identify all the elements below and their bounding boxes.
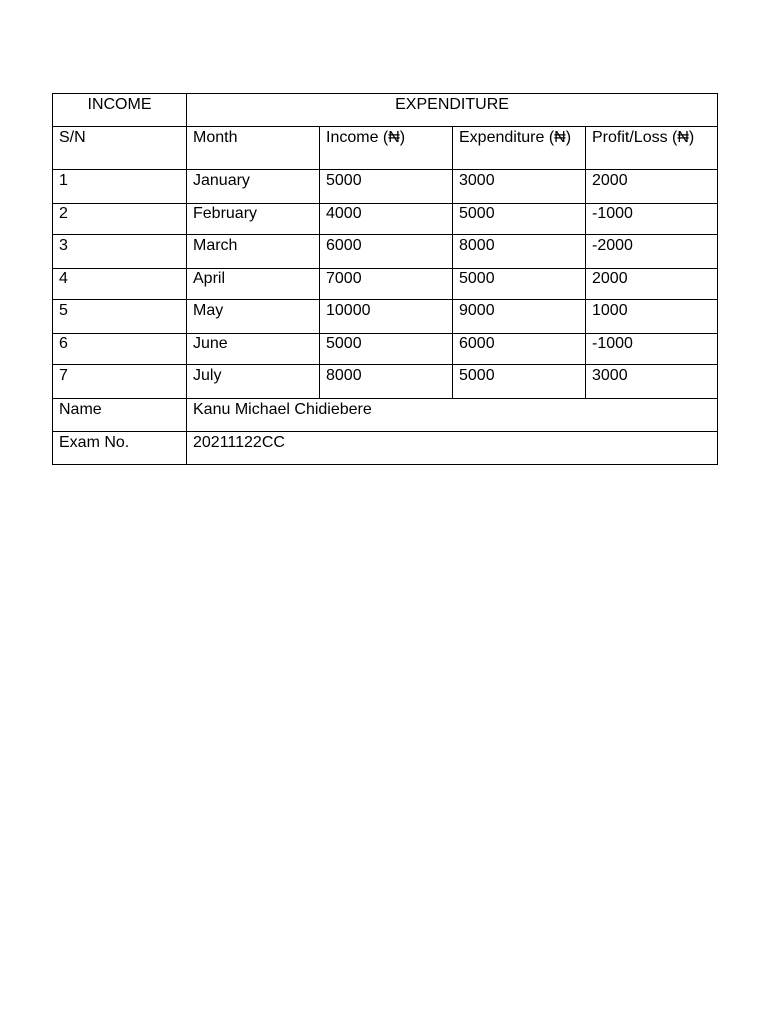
cell-sn: 4 <box>53 269 187 300</box>
table-row <box>53 235 718 269</box>
table-row <box>53 300 718 334</box>
cell-sn: 3 <box>53 235 187 269</box>
cell-sn: 1 <box>53 170 187 204</box>
name-value: Kanu Michael Chidiebere <box>187 399 718 432</box>
cell-profit-loss: 3000 <box>586 365 718 399</box>
column-header-expenditure: Expenditure (₦) <box>453 127 586 170</box>
cell-expenditure: 5000 <box>453 204 586 235</box>
name-row <box>53 399 718 432</box>
table-row <box>53 269 718 300</box>
table-row <box>53 334 718 365</box>
income-heading-cell: INCOME <box>53 94 187 127</box>
column-header-income: Income (₦) <box>320 127 453 170</box>
exam-number-value: 20211122CC <box>187 432 718 465</box>
cell-expenditure: 9000 <box>453 300 586 334</box>
cell-profit-loss: 2000 <box>586 170 718 204</box>
cell-income: 4000 <box>320 204 453 235</box>
exam-number-label: Exam No. <box>53 432 187 465</box>
cell-income: 7000 <box>320 269 453 300</box>
cell-month: June <box>187 334 320 365</box>
cell-month: January <box>187 170 320 204</box>
cell-sn: 5 <box>53 300 187 334</box>
cell-income: 6000 <box>320 235 453 269</box>
cell-month: July <box>187 365 320 399</box>
cell-expenditure: 8000 <box>453 235 586 269</box>
name-label: Name <box>53 399 187 432</box>
column-header-sn: S/N <box>53 127 187 170</box>
cell-income: 5000 <box>320 170 453 204</box>
cell-expenditure: 5000 <box>453 269 586 300</box>
exam-number-row <box>53 432 718 465</box>
column-header-row <box>53 127 718 170</box>
cell-expenditure: 5000 <box>453 365 586 399</box>
cell-income: 5000 <box>320 334 453 365</box>
cell-profit-loss: -2000 <box>586 235 718 269</box>
cell-sn: 6 <box>53 334 187 365</box>
expenditure-heading-cell: EXPENDITURE <box>187 94 718 127</box>
income-expenditure-table <box>52 93 718 465</box>
cell-month: April <box>187 269 320 300</box>
table-row <box>53 170 718 204</box>
cell-income: 8000 <box>320 365 453 399</box>
cell-month: February <box>187 204 320 235</box>
cell-profit-loss: -1000 <box>586 334 718 365</box>
column-header-profit-loss: Profit/Loss (₦) <box>586 127 718 170</box>
cell-profit-loss: 1000 <box>586 300 718 334</box>
table-row <box>53 204 718 235</box>
cell-profit-loss: 2000 <box>586 269 718 300</box>
table-title-row <box>53 94 718 127</box>
cell-income: 10000 <box>320 300 453 334</box>
cell-month: May <box>187 300 320 334</box>
table-row <box>53 365 718 399</box>
cell-expenditure: 6000 <box>453 334 586 365</box>
cell-month: March <box>187 235 320 269</box>
column-header-month: Month <box>187 127 320 170</box>
cell-sn: 2 <box>53 204 187 235</box>
cell-profit-loss: -1000 <box>586 204 718 235</box>
cell-expenditure: 3000 <box>453 170 586 204</box>
cell-sn: 7 <box>53 365 187 399</box>
